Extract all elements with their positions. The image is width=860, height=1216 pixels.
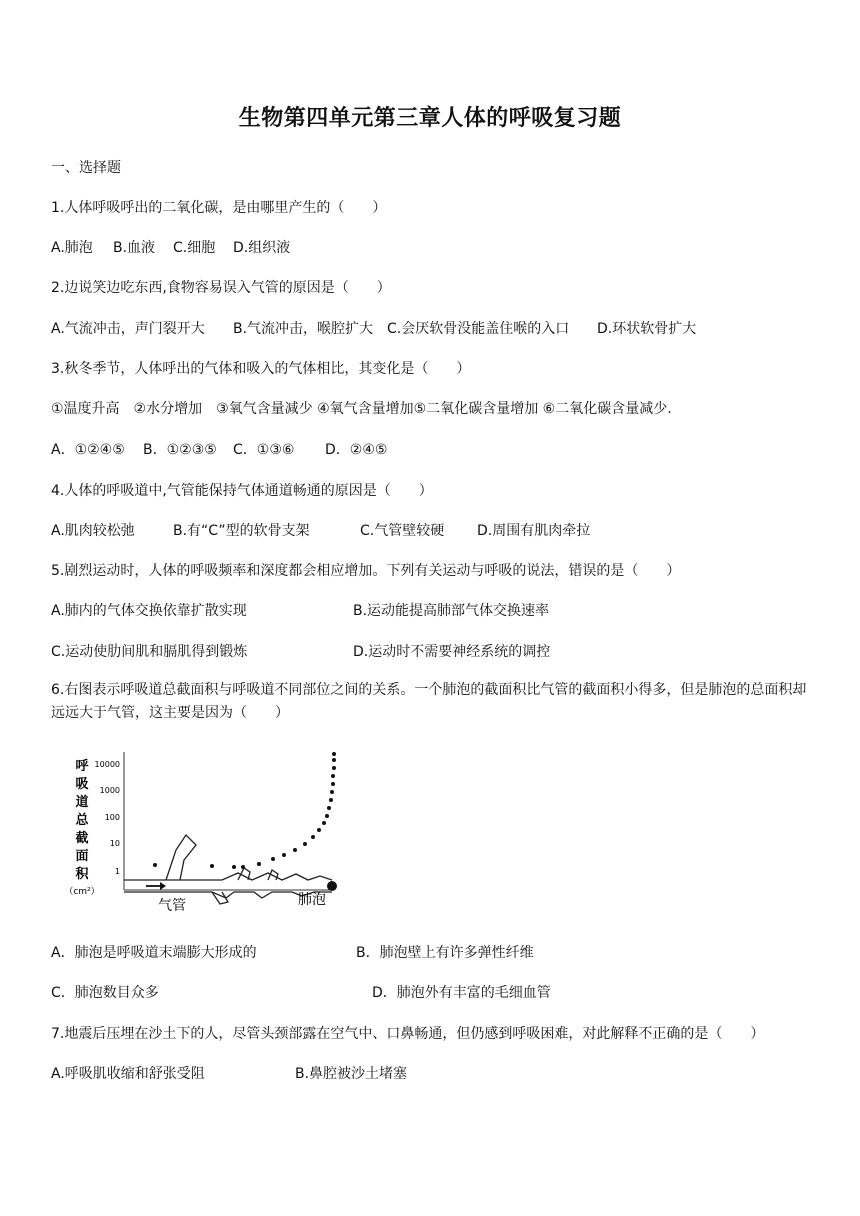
y-axis-label-char-1: 呼 (75, 759, 89, 774)
trachea-label: 气管 (158, 898, 186, 914)
y-axis-label-char-3: 道 (75, 795, 89, 810)
q6-option-a: A．肺泡是呼吸道末端膨大形成的 (51, 945, 257, 961)
question-2-stem: 2.边说笑边吃东西,食物容易误入气管的原因是（ ） (51, 280, 391, 296)
area-curve-dots (153, 752, 336, 869)
q2-option-c: C.会厌软骨没能盖住喉的入口 (387, 321, 570, 337)
q1-option-a: A.肺泡 (51, 240, 93, 256)
q2-option-a: A.气流冲击，声门裂开大 (51, 321, 205, 337)
y-tick-10: 10 (109, 839, 120, 848)
q5-option-b: B.运动能提高肺部气体交换速率 (353, 603, 550, 619)
question-3-stem: 3.秋冬季节，人体呼出的气体和吸入的气体相比，其变化是（ ） (51, 361, 471, 377)
q3-option-a: A．①②④⑤ (51, 442, 125, 458)
page-title: 生物第四单元第三章人体的呼吸复习题 (238, 106, 622, 131)
y-axis-unit: （cm²） (64, 887, 100, 897)
y-tick-100: 100 (104, 813, 120, 822)
question-4-stem: 4.人体的呼吸道中,气管能保持气体通道畅通的原因是（ ） (51, 483, 433, 499)
q1-option-b: B.血液 (113, 240, 156, 256)
q7-option-a: A.呼吸肌收缩和舒张受阻 (51, 1066, 205, 1082)
q6-option-c: C．肺泡数目众多 (51, 985, 159, 1001)
q2-option-b: B.气流冲击，喉腔扩大 (233, 321, 374, 337)
q2-option-d: D.环状软骨扩大 (597, 321, 697, 337)
airflow-arrow-head (160, 882, 166, 890)
q3-option-b: B．①②③⑤ (143, 442, 217, 458)
y-tick-1000: 1000 (99, 786, 120, 795)
y-axis-label-char-4: 总 (75, 813, 89, 828)
section-heading: 一、选择题 (51, 160, 121, 176)
y-axis-label-char-7: 积 (75, 867, 89, 882)
alveolus-dot (327, 881, 337, 891)
q5-option-c: C.运动使肋间肌和膈肌得到锻炼 (51, 644, 248, 660)
q1-option-c: C.细胞 (173, 240, 216, 256)
y-tick-1: 1 (114, 867, 120, 876)
q4-option-c: C.气管壁较硬 (360, 523, 445, 539)
q6-option-d: D．肺泡外有丰富的毛细血管 (372, 985, 551, 1001)
y-tick-10000: 10000 (94, 760, 120, 769)
question-3-statements: ①温度升高 ②水分增加 ③氧气含量减少 ④氧气含量增加⑤二氧化碳含量增加 ⑥二氧化碳含量减少. (51, 401, 672, 417)
question-6-stem: 6.右图表示呼吸道总截面积与呼吸道不同部位之间的关系。一个肺泡的截面积比气管的截面积小得多，但是肺泡的总面积却远远大于气管，这主要是因为（ ） (51, 682, 807, 721)
question-1-stem: 1.人体呼吸呼出的二氧化碳，是由哪里产生的（ ） (51, 200, 387, 216)
q6-option-b: B．肺泡壁上有许多弹性纤维 (356, 945, 534, 961)
y-axis-label-char-5: 截 (75, 831, 89, 846)
y-axis-label-char-2: 吸 (75, 777, 89, 792)
q4-option-a: A.肌肉较松弛 (51, 523, 135, 539)
q4-option-d: D.周围有肌肉牵拉 (477, 523, 591, 539)
q1-option-d: D.组织液 (233, 240, 291, 256)
question-5-stem: 5.剧烈运动时，人体的呼吸频率和深度都会相应增加。下列有关运动与呼吸的说法，错误的是（ ） (51, 563, 681, 579)
y-axis-label-char-6: 面 (75, 849, 89, 864)
q5-option-a: A.肺内的气体交换依靠扩散实现 (51, 603, 247, 619)
alveolus-label: 肺泡 (298, 892, 326, 908)
q3-option-c: C．①③⑥ (233, 442, 295, 458)
q7-option-b: B.鼻腔被沙土堵塞 (295, 1066, 408, 1082)
question-7-stem: 7.地震后压埋在沙土下的人，尽管头颈部露在空气中、口鼻畅通，但仍感到呼吸困难，对此解释不正确的是（ ） (51, 1026, 765, 1042)
q3-option-d: D．②④⑤ (325, 442, 388, 458)
q5-option-d: D.运动时不需要神经系统的调控 (353, 644, 551, 660)
respiratory-tract-figure (62, 742, 352, 917)
q4-option-b: B.有“C”型的软骨支架 (173, 523, 310, 539)
